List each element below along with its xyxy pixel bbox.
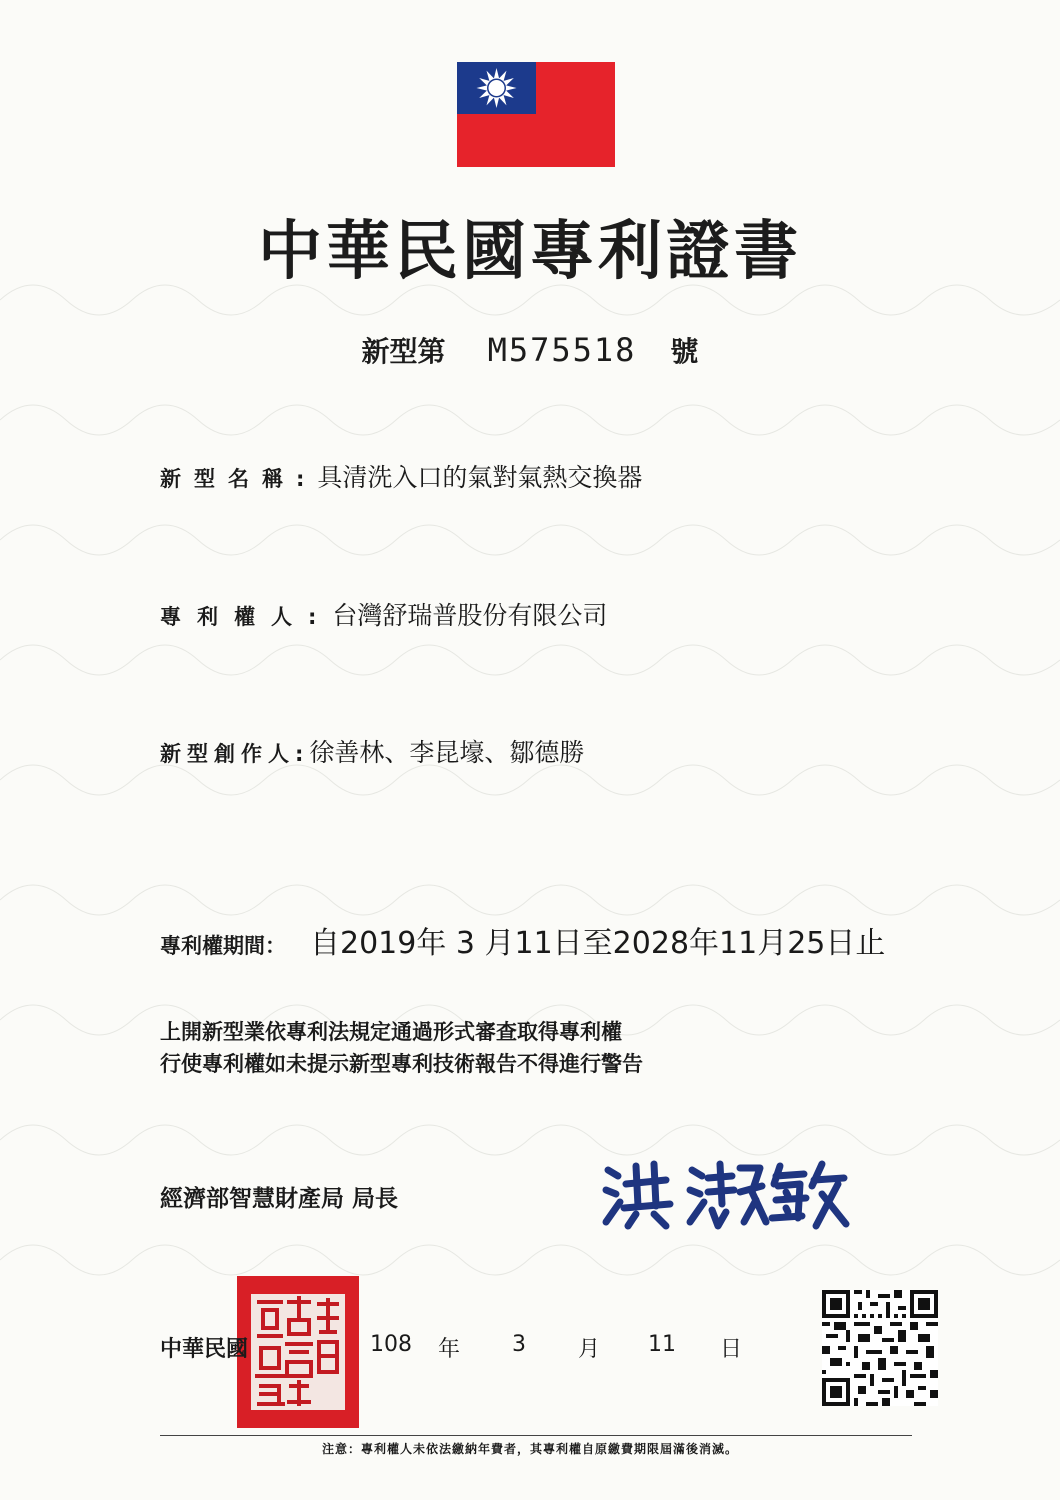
patent-term [160,918,885,962]
issue-date [160,1332,760,1372]
date-era: 中華民國 [160,1337,249,1362]
field-value: 徐善林、李昆壕、鄒德勝 [309,738,585,767]
date-month-unit: 月 [578,1337,601,1362]
director-signature [600,1156,850,1236]
date-day: 11 [648,1332,676,1357]
term-label: 專利權期間： [160,934,286,958]
footnote-divider [160,1435,912,1436]
notice-text [160,1016,643,1080]
date-year: 108 [370,1332,412,1357]
field-utility-model-name [160,458,642,494]
field-label: 新型名稱: [160,467,318,491]
certificate-number-line [0,330,1060,370]
issuer-title: 經濟部智慧財產局 局長 [160,1186,399,1212]
number-suffix: 號 [670,335,699,368]
number-prefix: 新型第 [361,335,446,368]
field-value: 具清洗入口的氣對氣熱交換器 [317,463,643,492]
patent-number: M575518 [487,331,637,369]
notice-line: 上開新型業依專利法規定通過形式審查取得專利權 [160,1020,622,1044]
certificate-title: 中華民國專利證書 [258,214,802,289]
term-value: 自2019年 3 月11日至2028年11月25日止 [310,926,886,961]
date-day-unit: 日 [720,1337,743,1362]
date-year-unit: 年 [438,1337,461,1362]
field-creators [160,733,584,769]
field-value: 台灣舒瑞普股份有限公司 [332,601,608,630]
field-label: 專利權人: [160,605,333,629]
footnote: 注意：專利權人未依法繳納年費者，其專利權自原繳費期限屆滿後消滅。 [321,1442,738,1456]
notice-line: 行使專利權如未提示新型專利技術報告不得進行警告 [160,1052,643,1076]
field-label: 新型創作人: [160,742,310,766]
date-month: 3 [512,1332,526,1357]
qr-code-icon [822,1290,938,1406]
roc-flag-icon [457,62,615,167]
field-patentee [160,596,607,632]
